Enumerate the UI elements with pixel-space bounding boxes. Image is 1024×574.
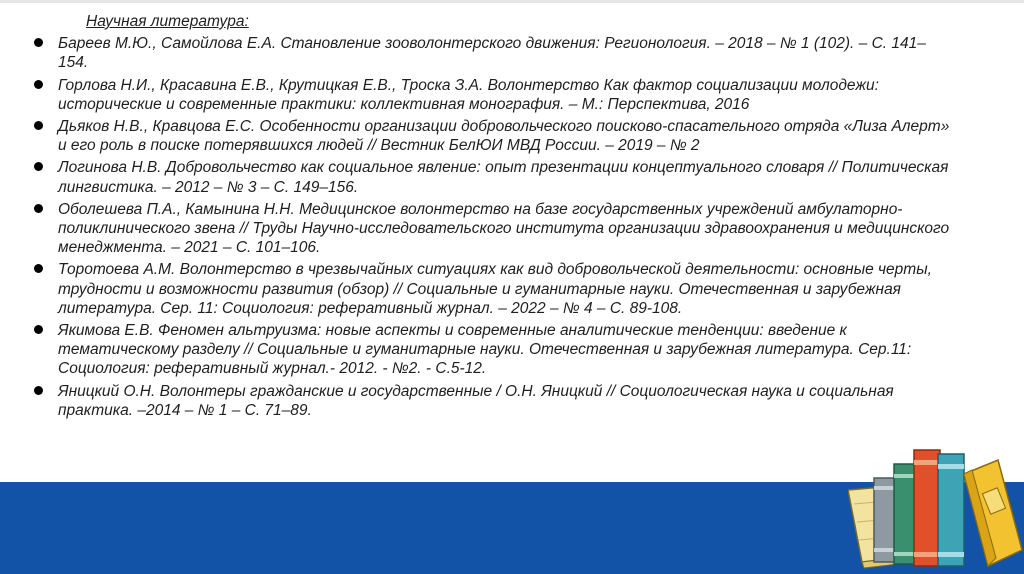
reference-text: Торотоева А.М. Волонтерство в чрезвычайных ситуациях как вид добровольческой деятельности: основные черты, трудности и возможности развития (обзор) // Социальные и гуманитарные науки. Отечественная и зарубежная литература. Сер. 11: Социология: реферативный журнал. – 2022 – № 4 – С. 89-108.: [58, 261, 932, 317]
reference-item: [32, 200, 952, 258]
book-green: [894, 464, 916, 564]
reference-item: [32, 76, 952, 114]
bullet-icon: [34, 386, 43, 395]
bullet-icon: [34, 38, 43, 47]
books-icon: [848, 434, 1024, 574]
book-gray: [874, 478, 896, 562]
top-divider: [0, 0, 1024, 3]
reference-text: Якимова Е.В. Феномен альтруизма: новые аспекты и современные аналитические тенденции: введение к тематическому разделу // Социальные и гуманитарные науки. Отечественная и зарубежная литература. Сер.11: Социология: реферативный журнал.- 2012. - №2. - С.5-12.: [58, 322, 912, 378]
bullet-icon: [34, 264, 43, 273]
reference-item: [32, 382, 952, 420]
section-heading: Научная литература:: [86, 13, 249, 30]
reference-text: Яницкий О.Н. Волонтеры гражданские и государственные / О.Н. Яницкий // Социологическая наука и социальная практика. –2014 – № 1 – С. 71–89.: [58, 382, 894, 419]
reference-item: [32, 34, 952, 72]
reference-item: [32, 321, 952, 379]
reference-item: [32, 158, 952, 196]
reference-text: Дьяков Н.В., Кравцова Е.С. Особенности организации добровольческого поисково-спасательного отряда «Лиза Алерт» и его роль в поиске потерявшихся людей // Вестник БелЮИ МВД России. – 2019 – № 2: [58, 118, 950, 155]
reference-list: [32, 34, 952, 420]
reference-text: Логинова Н.В. Добровольчество как социальное явление: опыт презентации концептуального словаря // Политическая лингвистика. – 2012 – № 3 – С. 149–156.: [58, 159, 949, 196]
reference-text: Горлова Н.И., Красавина Е.В., Крутицкая Е.В., Троска З.А. Волонтерство Как фактор социализации молодежи: исторические и современные практики: коллективная монография. – М.: Перспектива, 2016: [58, 76, 879, 113]
reference-item: [32, 117, 952, 155]
reference-item: [32, 260, 952, 318]
bullet-icon: [34, 80, 43, 89]
book-red: [914, 450, 940, 566]
bullet-icon: [34, 325, 43, 334]
reference-section: [32, 12, 952, 423]
book-teal: [938, 454, 964, 566]
reference-text: Бареев М.Ю., Самойлова Е.А. Становление зооволонтерского движения: Регионология. – 2018 – № 1 (102). – С. 141–154.: [58, 35, 926, 72]
bullet-icon: [34, 121, 43, 130]
reference-text: Оболешева П.А., Камынина Н.Н. Медицинское волонтерство на базе государственных учреждений амбулаторно-поликлинического звена // Труды Научно-исследовательского института организации здравоохранения и медицинского менеджмента. – 2021 – С. 101–106.: [58, 200, 950, 257]
book-yellow: [964, 460, 1022, 566]
bullet-icon: [34, 162, 43, 171]
bullet-icon: [34, 204, 43, 213]
